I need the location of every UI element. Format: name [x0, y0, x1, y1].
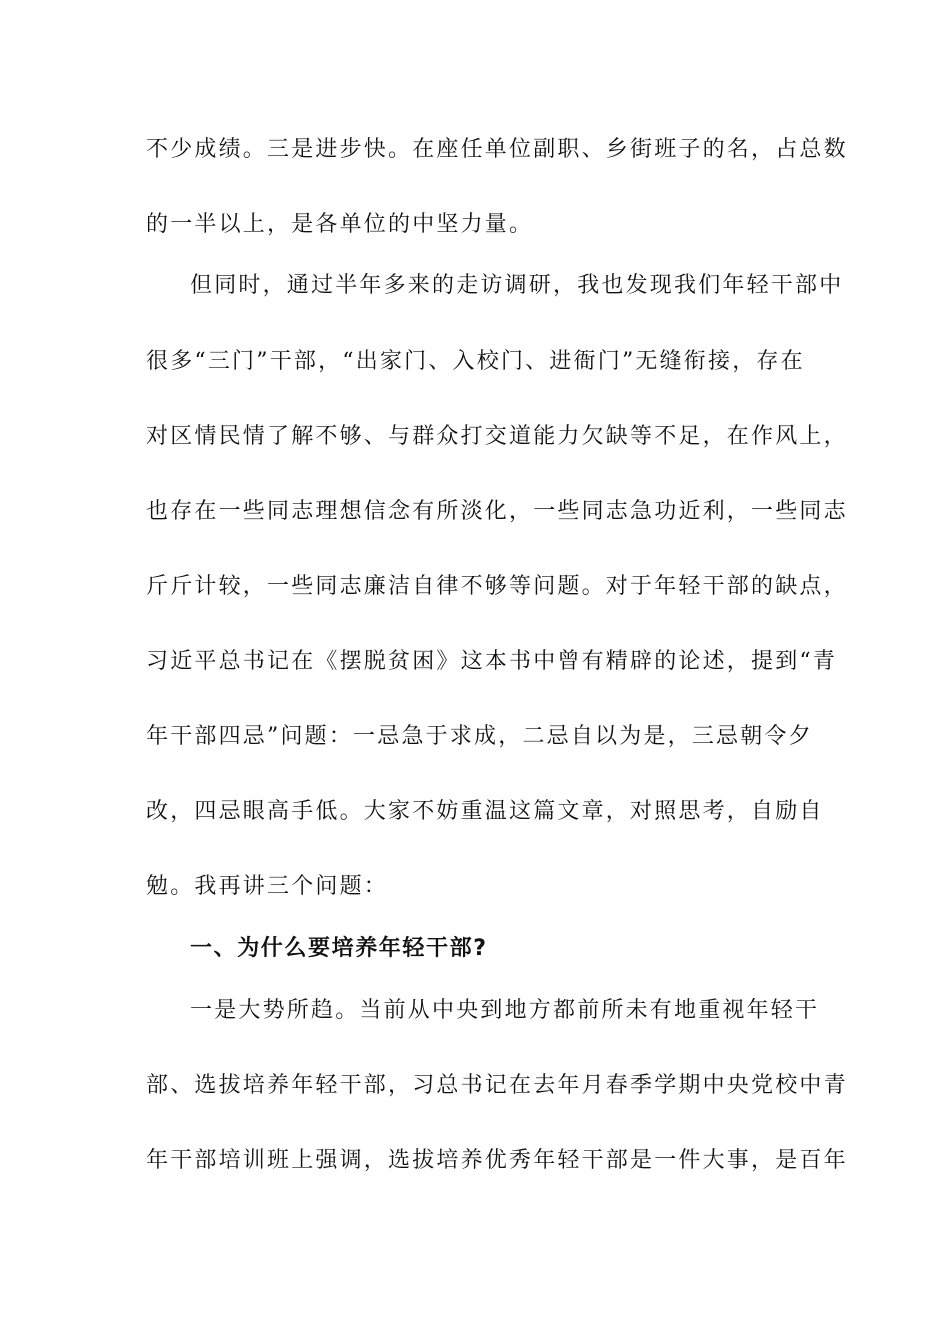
text-line: 对区情民情了解不够、与群众打交道能力欠缺等不足，在作风上， — [146, 424, 848, 449]
paragraph-start-line: 一是大势所趋。当前从中央到地方都前所未有地重视年轻干 — [190, 998, 820, 1023]
text-line: 年干部培训班上强调，选拔培养优秀年轻干部是一件大事，是百年 — [146, 1148, 848, 1173]
text-line: 习近平总书记在《摆脱贫困》这本书中曾有精辟的论述，提到“青 — [146, 649, 838, 674]
text-line: 部、选拔培养年轻干部，习总书记在去年月春季学期中央党校中青 — [146, 1073, 848, 1098]
text-line: 改，四忌眼高手低。大家不妨重温这篇文章，对照思考，自励自 — [146, 799, 824, 824]
text-line: 不少成绩。三是进步快。在座任单位副职、乡街班子的名，占总数 — [146, 137, 848, 162]
text-line: 勉。我再讲三个问题： — [146, 874, 389, 899]
text-line: 很多“三门”干部，“出家门、入校门、进衙门”无缝衔接，存在 — [146, 349, 805, 374]
text-line: 斤斤计较，一些同志廉洁自律不够等问题。对于年轻干部的缺点， — [146, 574, 848, 599]
text-line: 年干部四忌”问题：一忌急于求成，二忌自以为是，三忌朝令夕 — [146, 724, 813, 749]
section-heading: 一、为什么要培养年轻干部? — [190, 936, 488, 961]
text-line: 也存在一些同志理想信念有所淡化，一些同志急功近利，一些同志 — [146, 499, 848, 524]
text-line: 的一半以上，是各单位的中坚力量。 — [146, 212, 534, 237]
paragraph-start-line: 但同时，通过半年多来的走访调研，我也发现我们年轻干部中 — [190, 273, 844, 298]
